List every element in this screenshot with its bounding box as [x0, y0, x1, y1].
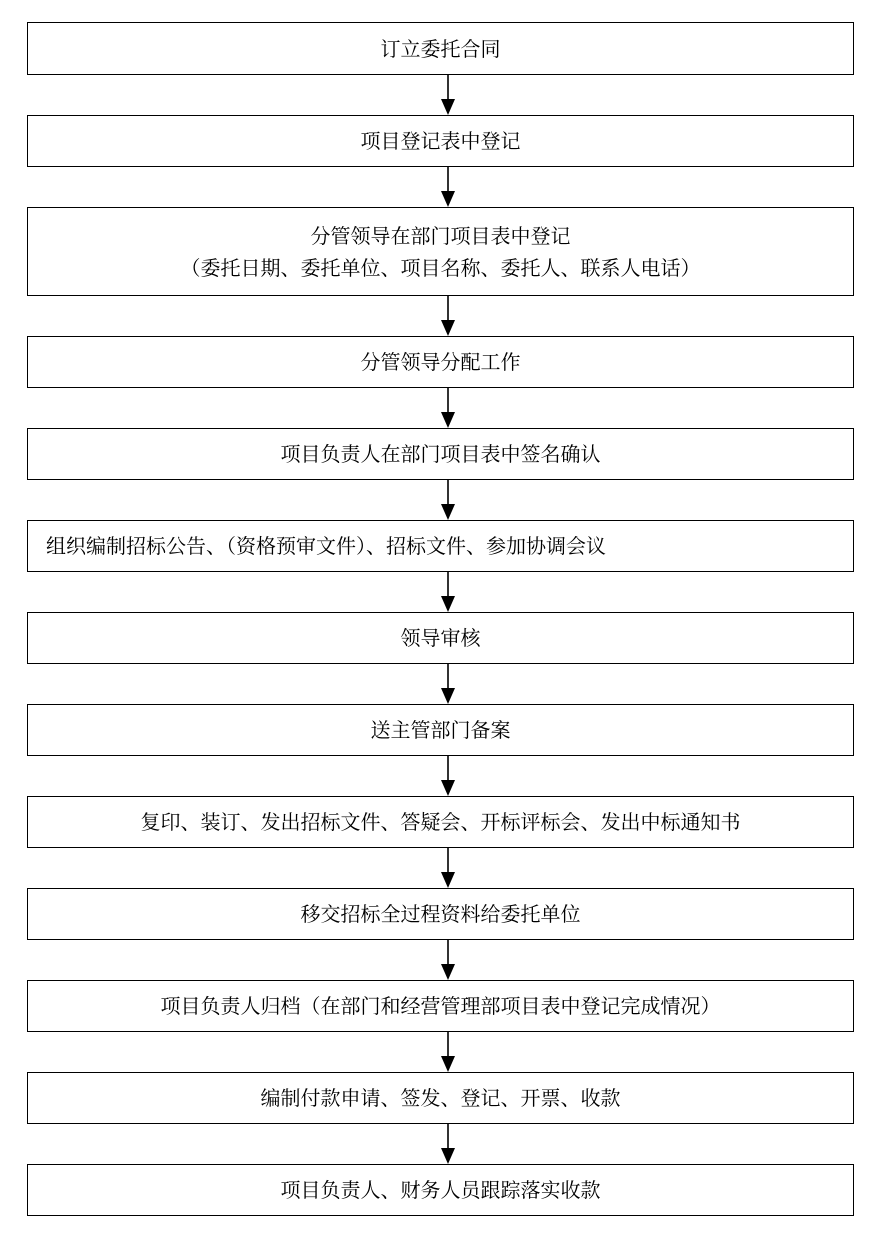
step-box-9: [27, 796, 854, 848]
step-box-3: [27, 207, 854, 296]
arrow-down-icon: [438, 388, 458, 428]
step-10-text: 移交招标全过程资料给委托单位: [300, 902, 581, 926]
arrow-down-icon: [438, 848, 458, 888]
arrow-down-icon: [438, 296, 458, 336]
arrow-down-icon: [438, 167, 458, 207]
step-7-text: 领导审核: [400, 626, 481, 650]
step-box-6: [27, 520, 854, 572]
step-4-text: 分管领导分配工作: [360, 350, 521, 374]
step-box-2: [27, 115, 854, 167]
step-3-title: 分管领导在部门项目表中登记: [310, 223, 571, 248]
arrow-down-icon: [438, 756, 458, 796]
step-9-text: 复印、装订、发出招标文件、答疑会、开标评标会、发出中标通知书: [140, 810, 741, 834]
arrow-down-icon: [438, 480, 458, 520]
step-box-13: [27, 1164, 854, 1216]
step-3-details: （委托日期、委托单位、项目名称、委托人、联系人电话）: [180, 255, 701, 280]
step-box-5: [27, 428, 854, 480]
step-box-8: [27, 704, 854, 756]
step-box-11: [27, 980, 854, 1032]
step-8-text: 送主管部门备案: [370, 718, 511, 742]
step-12-text: 编制付款申请、签发、登记、开票、收款: [260, 1086, 621, 1110]
arrow-down-icon: [438, 1032, 458, 1072]
step-box-7: [27, 612, 854, 664]
step-11-text: 项目负责人归档（在部门和经营管理部项目表中登记完成情况）: [160, 994, 721, 1018]
step-1-text: 订立委托合同: [380, 36, 501, 61]
step-box-12: [27, 1072, 854, 1124]
step-box-10: [27, 888, 854, 940]
step-13-text: 项目负责人、财务人员跟踪落实收款: [280, 1178, 601, 1202]
arrow-down-icon: [438, 75, 458, 115]
step-5-text: 项目负责人在部门项目表中签名确认: [280, 442, 601, 466]
step-box-1: [27, 22, 854, 75]
arrow-down-icon: [438, 572, 458, 612]
step-box-4: [27, 336, 854, 388]
arrow-down-icon: [438, 664, 458, 704]
arrow-down-icon: [438, 940, 458, 980]
step-6-text: 组织编制招标公告、（资格预审文件）、招标文件、参加协调会议: [46, 534, 606, 558]
step-2-text: 项目登记表中登记: [360, 129, 521, 153]
arrow-down-icon: [438, 1124, 458, 1164]
